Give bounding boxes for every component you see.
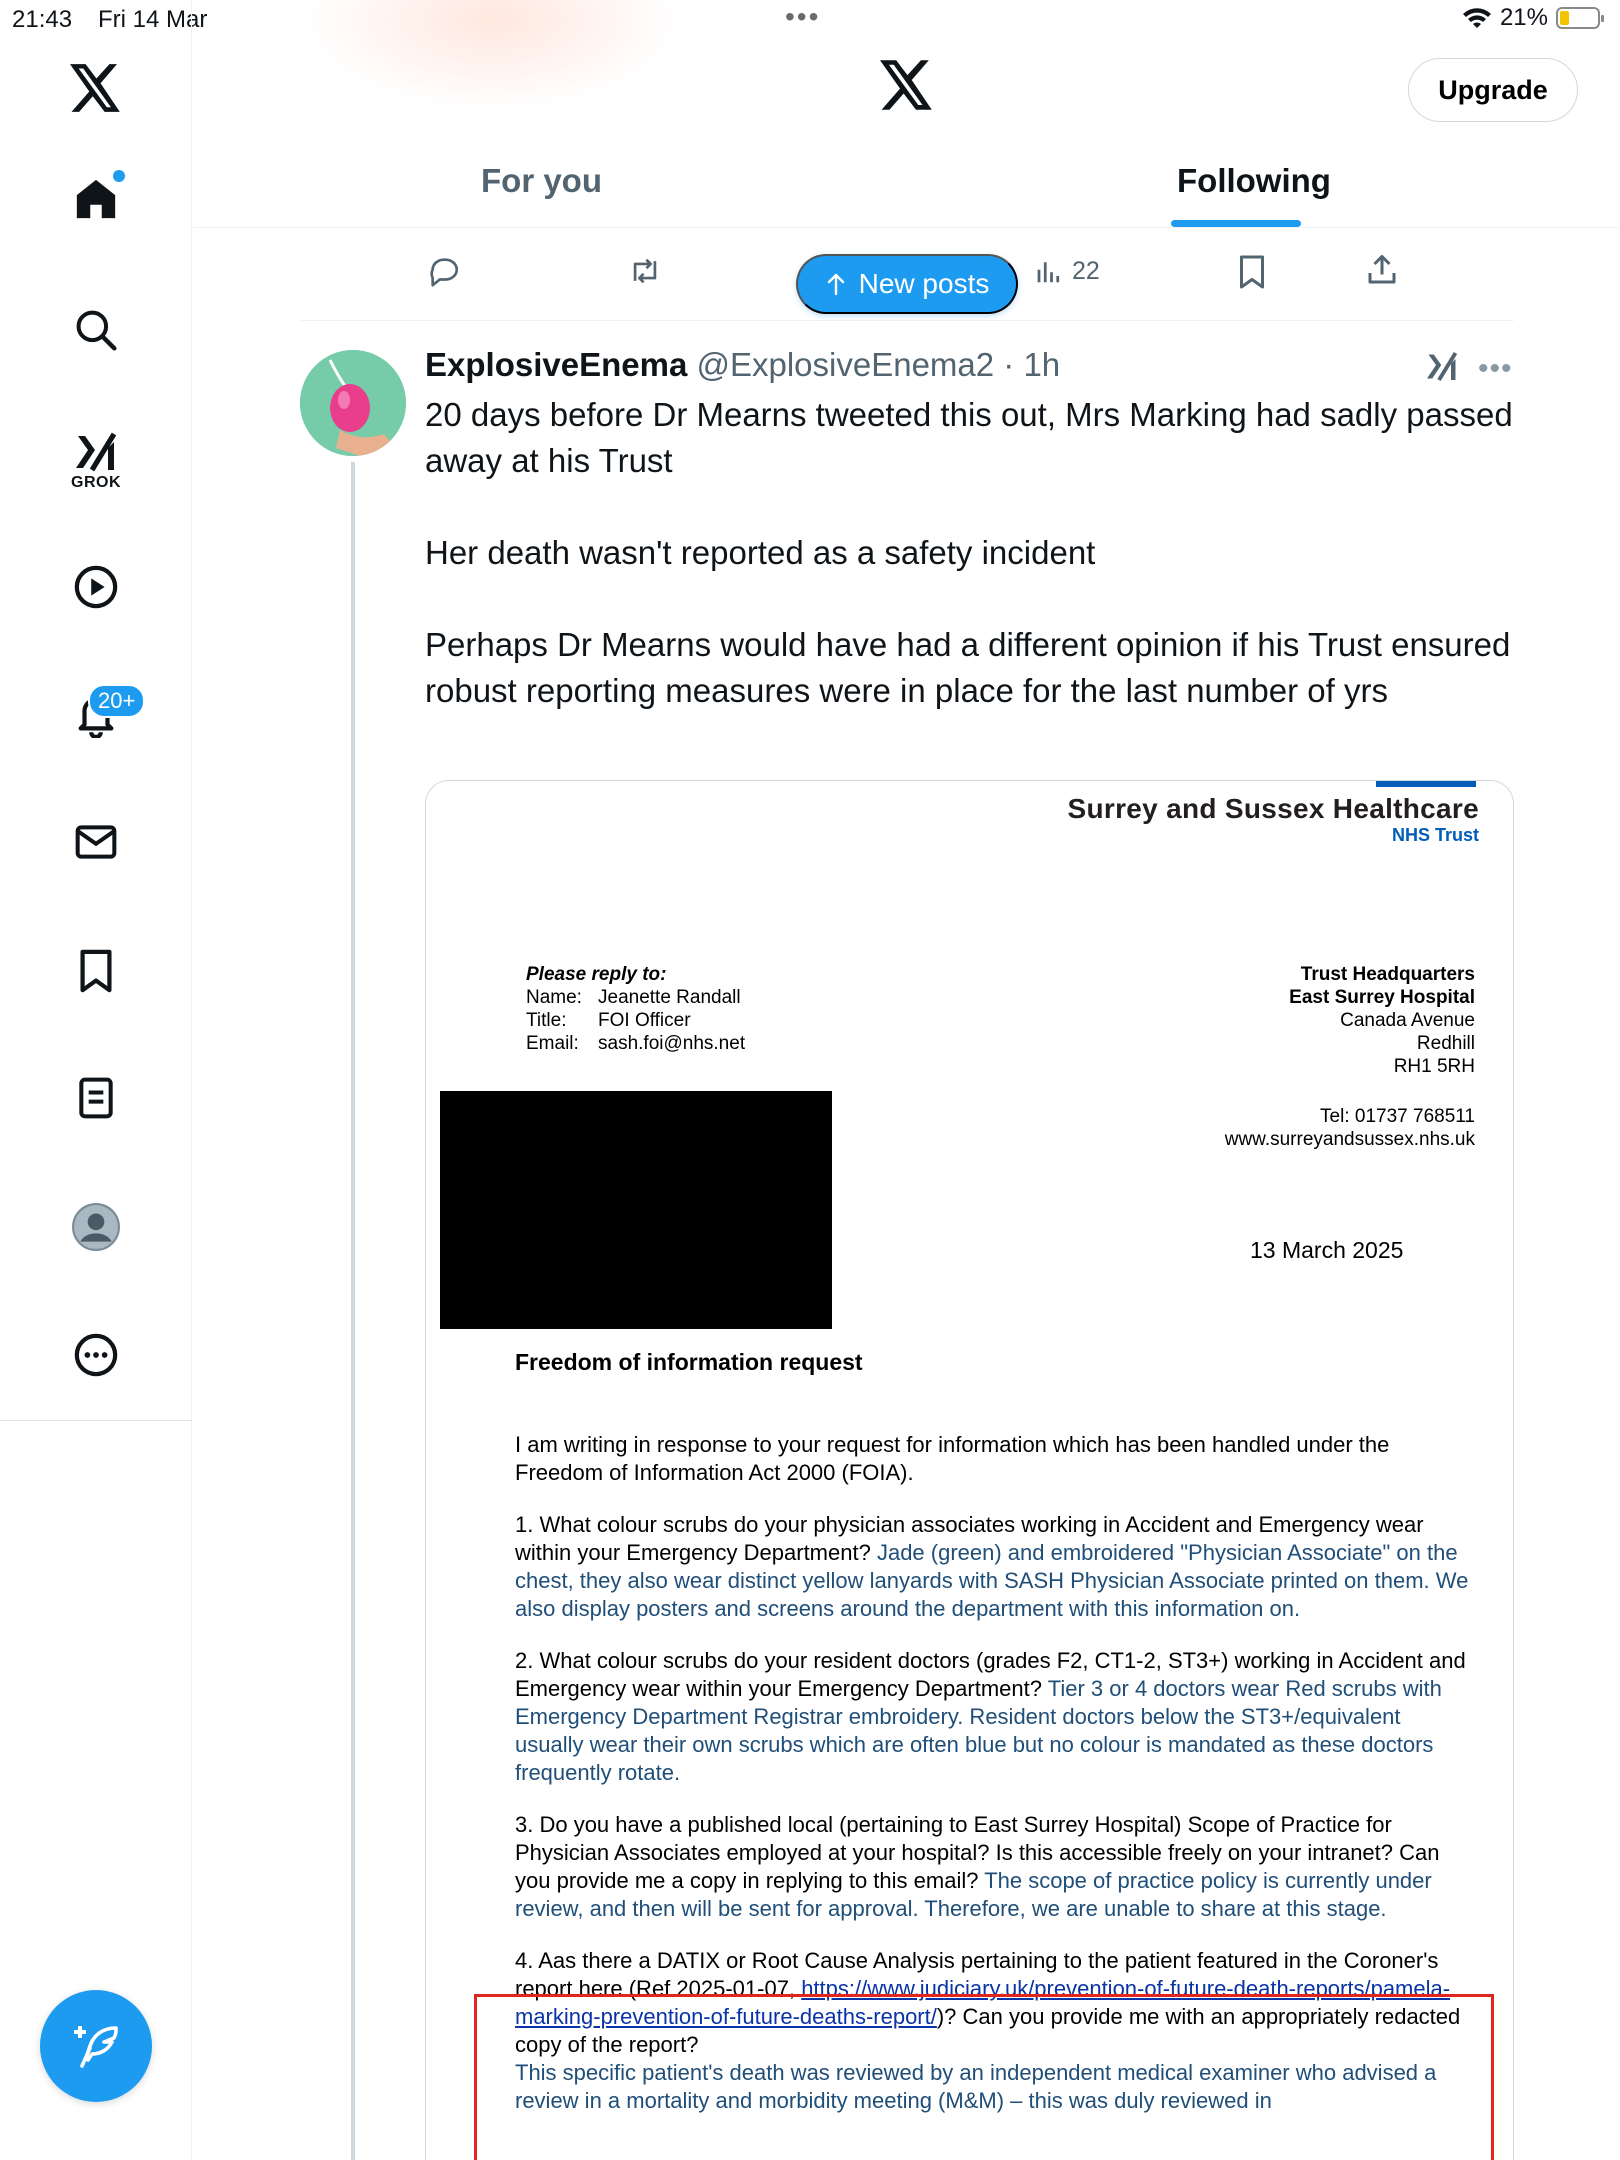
reply-row: Email: sash.foi@nhs.net — [526, 1033, 746, 1054]
tweet-paragraph: Perhaps Dr Mearns would have had a different opinion if his Trust ensured robust reporting measures were in place for the last number of yrs — [425, 626, 1511, 709]
grok-nav-item[interactable] — [71, 428, 121, 492]
headquarters-address: Trust Headquarters East Surrey Hospital Canada Avenue Redhill RH1 5RH — [1289, 964, 1475, 1077]
share-icon[interactable] — [1364, 252, 1400, 288]
home-icon[interactable] — [73, 176, 119, 222]
timeline-header — [193, 0, 1620, 228]
trust-name: Surrey and Sussex Healthcare — [1067, 793, 1479, 824]
nav-divider — [0, 1420, 192, 1421]
compose-feather-icon — [72, 2022, 120, 2070]
search-icon[interactable] — [74, 308, 118, 352]
reply-row: Name: Jeanette Randall — [526, 987, 741, 1008]
header-separator: · — [994, 346, 1024, 383]
reply-to-block — [526, 963, 745, 1055]
letter-intro: I am writing in response to your request for information which has been handled under the Freedom of Information Act 2000 (FOIA). — [515, 1432, 1390, 1485]
views-chart-icon — [1034, 256, 1064, 286]
x-header-logo-icon — [880, 60, 934, 115]
status-time: 21:43 — [12, 6, 73, 33]
author-name[interactable]: ExplosiveEnema — [425, 346, 688, 383]
grok-icon — [72, 428, 120, 472]
tweet-more-icon[interactable]: ••• — [1478, 352, 1513, 385]
repost-icon[interactable] — [626, 254, 664, 288]
redacted-block — [440, 1091, 832, 1329]
highlight-box — [474, 1994, 1494, 2160]
new-posts-label: New posts — [858, 268, 990, 299]
home-unread-dot — [113, 170, 125, 182]
tweet-text — [425, 392, 1515, 714]
letter-date: 13 March 2025 — [1250, 1237, 1404, 1263]
tweet-header — [425, 346, 1060, 384]
views-stat[interactable] — [1034, 256, 1100, 286]
multitasking-dots-icon[interactable]: ••• — [785, 1, 821, 32]
battery-percent: 21% — [1499, 4, 1548, 31]
trust-subtitle: NHS Trust — [1391, 825, 1479, 845]
header-glow — [303, 0, 683, 110]
thread-line — [351, 462, 355, 2160]
tab-for-you[interactable]: For you — [481, 162, 602, 199]
nhs-logo-bar — [1376, 781, 1476, 787]
active-tab-indicator — [1171, 220, 1301, 227]
status-date: Fri 14 Mar — [98, 6, 208, 33]
x-logo-icon[interactable] — [70, 64, 122, 112]
upgrade-button[interactable]: Upgrade — [1408, 58, 1578, 122]
question-3: 3. Do you have a published local (pertaining to East Surrey Hospital) Scope of Practice for Physician Associates employed at your hospital? Is this accessible freely on your intranet? Can you provide me a copy in replying to this email? The scope of practice policy is currently under review, and then will be sent for approval. Therefore, we are unable to share at this stage. — [515, 1812, 1440, 1921]
author-avatar[interactable] — [300, 350, 406, 456]
grok-explain-icon[interactable] — [1424, 348, 1460, 387]
question-4: 4. Aas there a DATIX or Root Cause Analysis pertaining to the patient featured in the Coroner's report here (Ref 2025-01-07, https://www.judiciary.uk/prevention-of-future-death-reports/pamela-marking-prevention-of-future-deaths-report/)? Can you provide me with an appropriately redacted copy of the report? This specific patient's death was reviewed by an independent medical examiner who advised a review in a mortality and morbidity meeting (M&M) – this was duly reviewed in — [515, 1948, 1461, 2113]
contact-details: Tel: 01737 768511 www.surreyandsussex.nhs.uk — [1224, 1106, 1475, 1150]
profile-avatar[interactable] — [71, 1202, 121, 1252]
tweet-image[interactable] — [425, 780, 1514, 2160]
reply-icon[interactable] — [426, 254, 462, 288]
left-nav — [0, 0, 192, 2160]
question-1: 1. What colour scrubs do your physician associates working in Accident and Emergency wear within your Emergency Department? Jade (green) and embroidered "Physician Associate" on the chest, they also wear distinct yellow lanyards with SASH Physician Associate printed on them. We also display posters and screens around the department with this information on. — [515, 1512, 1469, 1621]
reply-label: Please reply to: — [526, 964, 667, 985]
author-handle[interactable]: @ExplosiveEnema2 — [696, 346, 995, 383]
arrow-up-icon — [825, 272, 847, 296]
foi-letter-document — [426, 781, 1514, 2160]
header-divider — [193, 227, 1620, 228]
messages-envelope-icon[interactable] — [74, 820, 118, 864]
grok-label: GROK — [71, 474, 121, 491]
tweet-divider — [300, 320, 1514, 321]
tweet-paragraph: 20 days before Dr Mearns tweeted this out, Mrs Marking had sadly passed away at his Trust — [425, 396, 1513, 479]
reply-row: Title: FOI Officer — [526, 1010, 691, 1031]
lists-icon[interactable] — [76, 1076, 116, 1120]
more-options-icon[interactable] — [73, 1332, 119, 1378]
tab-following[interactable]: Following — [1177, 162, 1331, 199]
video-icon[interactable] — [73, 564, 119, 610]
views-count: 22 — [1072, 256, 1100, 285]
letter-title: Freedom of information request — [515, 1349, 863, 1375]
tweet-time[interactable]: 1h — [1023, 346, 1061, 383]
tweet-paragraph: Her death wasn't reported as a safety incident — [425, 534, 1096, 571]
compose-post-button[interactable] — [40, 1990, 152, 2102]
question-2: 2. What colour scrubs do your resident doctors (grades F2, CT1-2, ST3+) working in Accident and Emergency wear within your Emergency Department? Tier 3 or 4 doctors wear Red scrubs with Emergency Department Registrar embroidery. Resident doctors below the ST3+/equivalent usually wear their own scrubs which are often blue but no colour is mandated as these doctors frequently rotate. — [515, 1648, 1466, 1785]
new-posts-pill[interactable] — [796, 254, 1018, 314]
notifications-badge: 20+ — [88, 684, 145, 718]
bookmark-action-icon[interactable] — [1236, 254, 1268, 290]
bookmark-icon[interactable] — [76, 948, 116, 994]
